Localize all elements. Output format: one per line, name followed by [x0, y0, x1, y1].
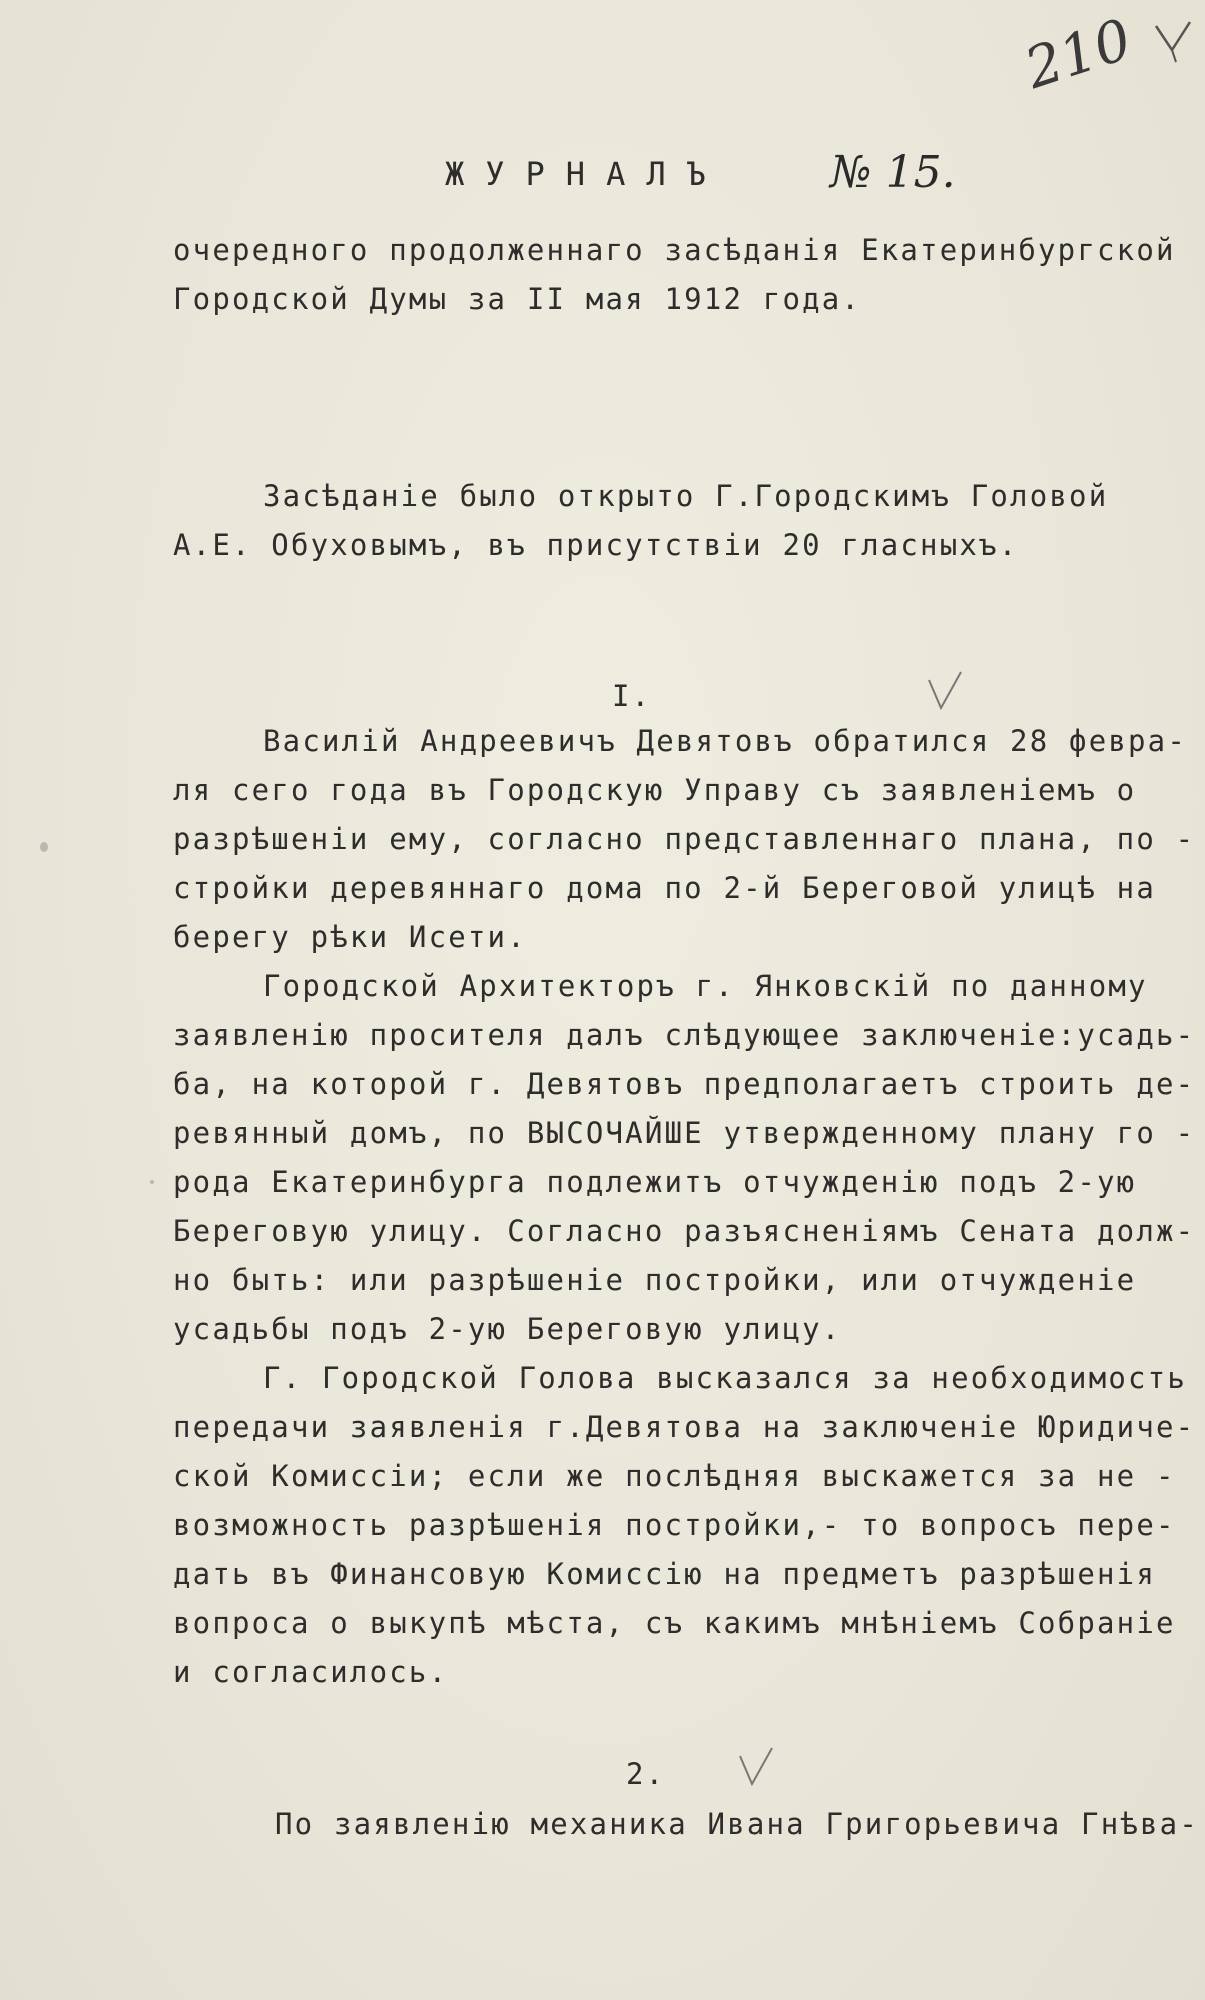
corner-check-mark	[1150, 20, 1198, 64]
section-1-line: разрѣшеніи ему, согласно представленнаго плана, по -	[173, 822, 1196, 856]
opening-line-2: А.Е. Обуховымъ, въ присутствіи 20 гласныхъ.	[173, 528, 1019, 562]
section-1-line: дать въ Финансовую Комиссію на предметъ разрѣшенія	[173, 1557, 1156, 1591]
journal-number: № 15.	[830, 147, 956, 198]
section-1-line: но быть: или разрѣшеніе постройки, или отчужденіе	[173, 1263, 1137, 1297]
section-1-line: берегу рѣки Исети.	[173, 920, 527, 954]
section-1-line: вопроса о выкупѣ мѣста, съ какимъ мнѣніемъ Собраніе	[173, 1606, 1176, 1640]
section-1-line: Береговую улицу. Согласно разъясненіямъ Сената долж-	[173, 1214, 1196, 1248]
archive-page-number: 210	[1017, 7, 1140, 102]
section-1-line: ля сего года въ Городскую Управу съ заявленіемъ о	[173, 773, 1137, 807]
journal-title: ЖУРНАЛЪ	[445, 155, 727, 193]
subtitle-line-2: Городской Думы за II мая 1912 года.	[173, 282, 862, 316]
section-2-number: 2.	[626, 1757, 666, 1791]
section-1-line: рода Екатеринбурга подлежитъ отчужденію подъ 2-ую	[173, 1165, 1137, 1199]
section-1-line: ской Комиссіи; если же послѣдняя выскажется за не -	[173, 1459, 1176, 1493]
section-1-line: Городской Архитекторъ г. Янковскій по данному	[263, 969, 1148, 1003]
section-1-line: и согласилось.	[173, 1655, 449, 1689]
section-1-line: ба, на которой г. Девятовъ предполагаетъ строить де-	[173, 1067, 1196, 1101]
paper-speck	[150, 1180, 154, 1184]
subtitle-line-1: очередного продолженнаго засѣданія Екатеринбургской	[173, 233, 1176, 267]
section-1-line: усадьбы подъ 2-ую Береговую улицу.	[173, 1312, 842, 1346]
section-1-line: стройки деревяннаго дома по 2-й Береговой улицѣ на	[173, 871, 1156, 905]
section-1-line: ревянный домъ, по ВЫСОЧАЙШЕ утвержденному плану го -	[173, 1116, 1196, 1150]
section-1-line: возможность разрѣшенія постройки,- то вопросъ пере-	[173, 1508, 1176, 1542]
check-mark-2	[736, 1744, 776, 1790]
section-1-line: Г. Городской Голова высказался за необходимость	[263, 1361, 1187, 1395]
section-1-line: Василій Андреевичъ Девятовъ обратился 28 февра-	[263, 724, 1187, 758]
section-1-number: I.	[612, 679, 652, 713]
section-2-line-1: По заявленію механика Ивана Григорьевича Гнѣва-	[275, 1807, 1199, 1841]
section-1-line: заявленію просителя далъ слѣдующее заключеніе:усадь-	[173, 1018, 1196, 1052]
check-mark-1	[925, 668, 965, 714]
opening-line-1: Засѣданіе было открыто Г.Городскимъ Головой	[263, 479, 1109, 513]
section-1-line: передачи заявленія г.Девятова на заключеніе Юридиче-	[173, 1410, 1196, 1444]
paper-speck	[40, 842, 48, 852]
